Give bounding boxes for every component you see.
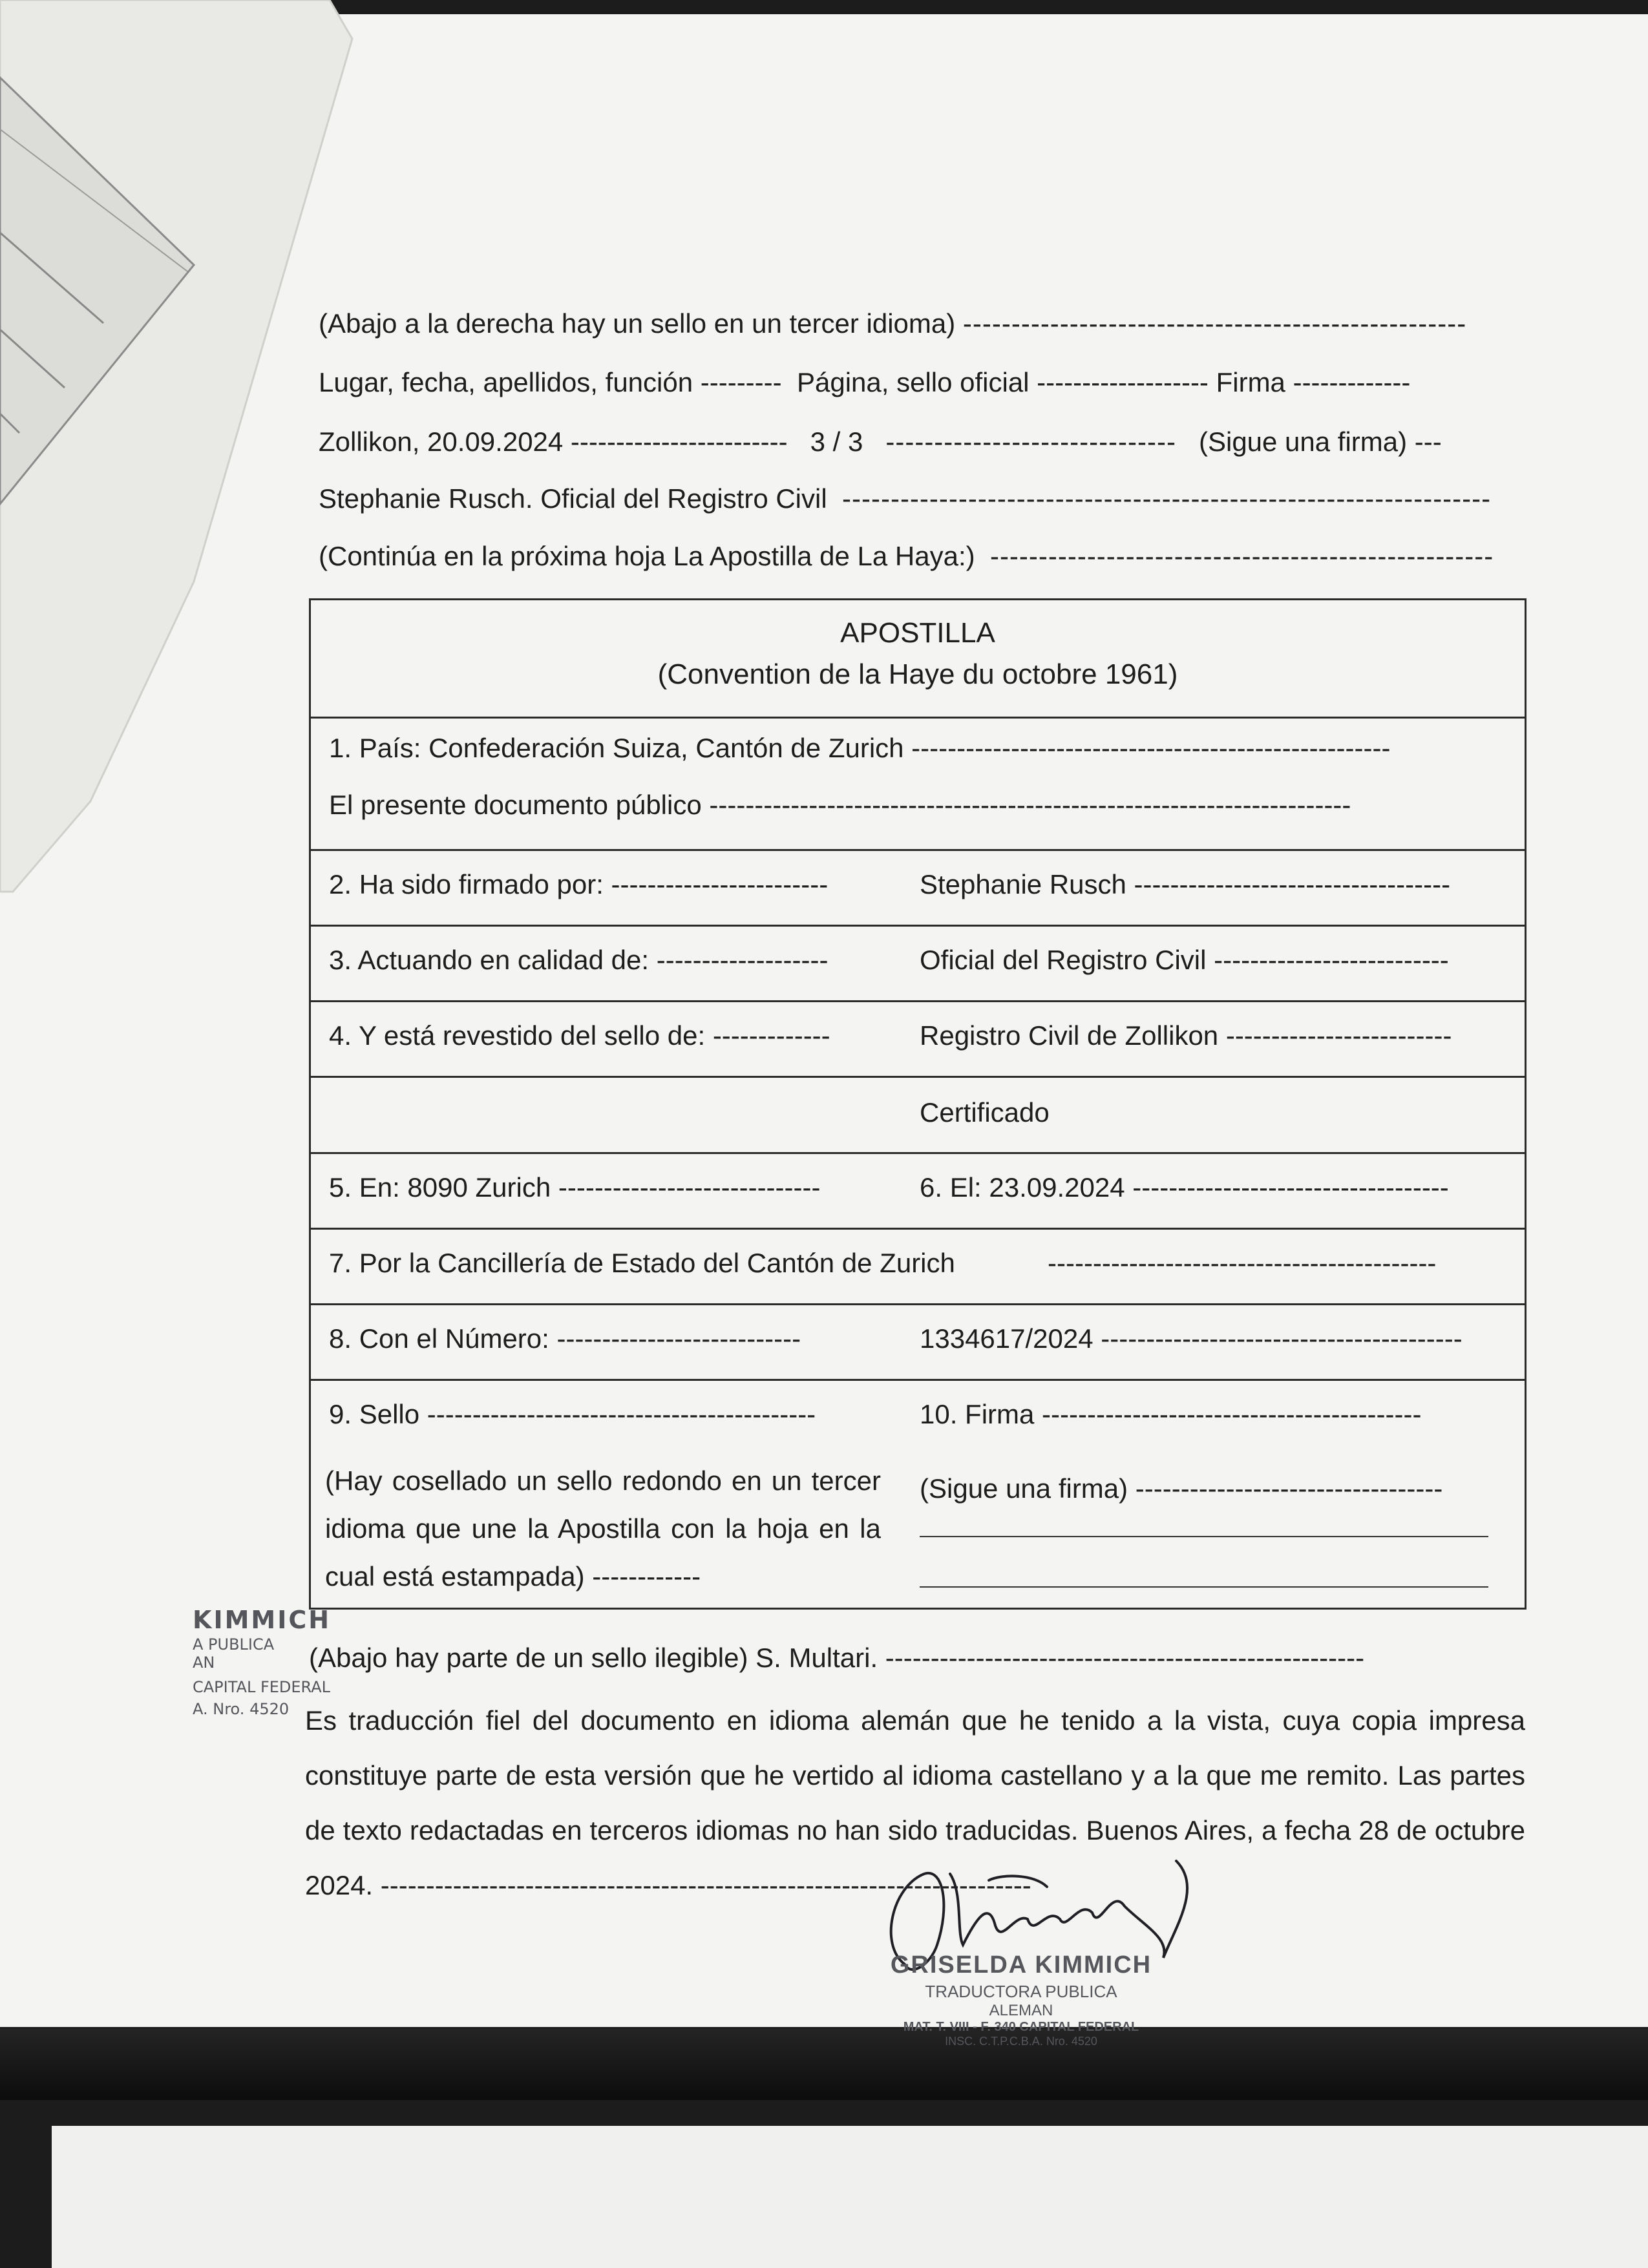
row4b-value: Certificado <box>920 1097 1050 1128</box>
apostille-table <box>309 598 1527 1610</box>
signature-line-2 <box>920 1586 1488 1588</box>
row4-label: 4. Y está revestido del sello de: ------------- <box>329 1020 830 1051</box>
row6-date: 6. El: 23.09.2024 ----------------------------------- <box>920 1172 1449 1202</box>
apostille-row-7 <box>311 1228 1525 1303</box>
row1-document: El presente documento público ----------------------------------------------------------------------- <box>329 790 1351 820</box>
apostille-row-4b <box>311 1076 1525 1152</box>
row9-seal: 9. Sello ------------------------------------------- <box>329 1399 816 1429</box>
row7-authority: 7. Por la Cancillería de Estado del Cantón de Zurich <box>329 1248 955 1278</box>
apostille-row-2 <box>311 849 1525 925</box>
translator-name: GRISELDA KIMMICH <box>890 1951 1152 1979</box>
row8-label: 8. Con el Número: --------------------------- <box>329 1323 801 1354</box>
stamp-line-4: A. Nro. 4520 <box>193 1700 290 1718</box>
next-page-edge <box>52 2126 1648 2268</box>
illegible-seal-note: (Abajo hay parte de un sello ilegible) S. Multari. ----------------------------------------------------- <box>309 1643 1365 1673</box>
header-line-1: (Abajo a la derecha hay un sello en un tercer idioma) ---------------------------------------------------- <box>319 308 1467 339</box>
apostille-row-3 <box>311 925 1525 1000</box>
header-line-3: Zollikon, 20.09.2024 ------------------------ 3 / 3 ------------------------------ (Sigue una firma) --- <box>319 426 1442 457</box>
translator-title: TRADUCTORA PUBLICA <box>925 1982 1117 2001</box>
header-line-4: Stephanie Rusch. Oficial del Registro Civil ------------------------------------------------------------------- <box>319 483 1492 514</box>
apostille-row-8 <box>311 1303 1525 1379</box>
row8-number: 1334617/2024 ---------------------------------------- <box>920 1323 1463 1354</box>
row2-label: 2. Ha sido firmado por: ------------------------ <box>329 869 829 899</box>
apostille-row-5 <box>311 1152 1525 1228</box>
apostille-row-1 <box>311 717 1525 849</box>
apostille-row-9 <box>311 1379 1525 1610</box>
row5-place: 5. En: 8090 Zurich ----------------------------- <box>329 1172 821 1202</box>
translator-registration-2: INSC. C.T.P.C.B.A. Nro. 4520 <box>945 2035 1097 2048</box>
apostille-subtitle: (Convention de la Haye du octobre 1961) <box>657 658 1178 690</box>
stamp-line-3: CAPITAL FEDERAL <box>193 1678 331 1696</box>
apostille-title: APOSTILLA <box>840 617 995 649</box>
translator-signature-stamp <box>840 1951 1202 2048</box>
translator-language: ALEMAN <box>989 2002 1053 2019</box>
apostille-row-4 <box>311 1000 1525 1076</box>
stamp-line-1: A PUBLICA <box>193 1635 275 1654</box>
translator-registration: MAT. T. VIII - F. 340 CAPITAL FEDERAL <box>903 2020 1139 2034</box>
background-sheet-shadow <box>0 2029 1648 2100</box>
header-line-2: Lugar, fecha, apellidos, función --------- Página, sello oficial ------------------- Firma ------------- <box>319 367 1411 397</box>
translation-certification: Es traducción fiel del documento en idioma alemán que he tenido a la vista, cuya copia impresa constituye parte de esta versión que he vertido al idioma castellano y a la que me remito. Las partes de texto redactadas en terceros idiomas no han sido traducidas. Buenos Aires, a fecha 28 de octubre 2024. ------------------------------------------------------------------------ <box>305 1705 1525 1900</box>
row3-value: Oficial del Registro Civil -------------------------- <box>920 945 1449 975</box>
row10-signature: 10. Firma ------------------------------------------ <box>920 1399 1422 1429</box>
row9-seal-note: (Hay cosellado un sello redondo en un tercer idioma que une la Apostilla con la hoja en la cual está estampada) ------------ <box>325 1465 881 1591</box>
row7-fill: ------------------------------------------- <box>1048 1248 1437 1278</box>
stamp-line-2: AN <box>193 1654 215 1672</box>
row4-value: Registro Civil de Zollikon ------------------------- <box>920 1020 1452 1051</box>
row1-country: 1. País: Confederación Suiza, Cantón de Zurich ----------------------------------------------------- <box>329 733 1391 763</box>
header-line-5: (Continúa en la próxima hoja La Apostilla de La Haya:) ---------------------------------------------------- <box>319 541 1494 571</box>
folded-page-corner <box>0 0 362 905</box>
stamp-name: KIMMICH <box>193 1606 332 1634</box>
row2-value: Stephanie Rusch ----------------------------------- <box>920 869 1451 899</box>
row10-signature-note: (Sigue una firma) ---------------------------------- <box>920 1473 1443 1504</box>
signature-line-1 <box>920 1536 1488 1537</box>
apostille-title-section <box>311 600 1525 717</box>
row3-label: 3. Actuando en calidad de: ------------------- <box>329 945 829 975</box>
